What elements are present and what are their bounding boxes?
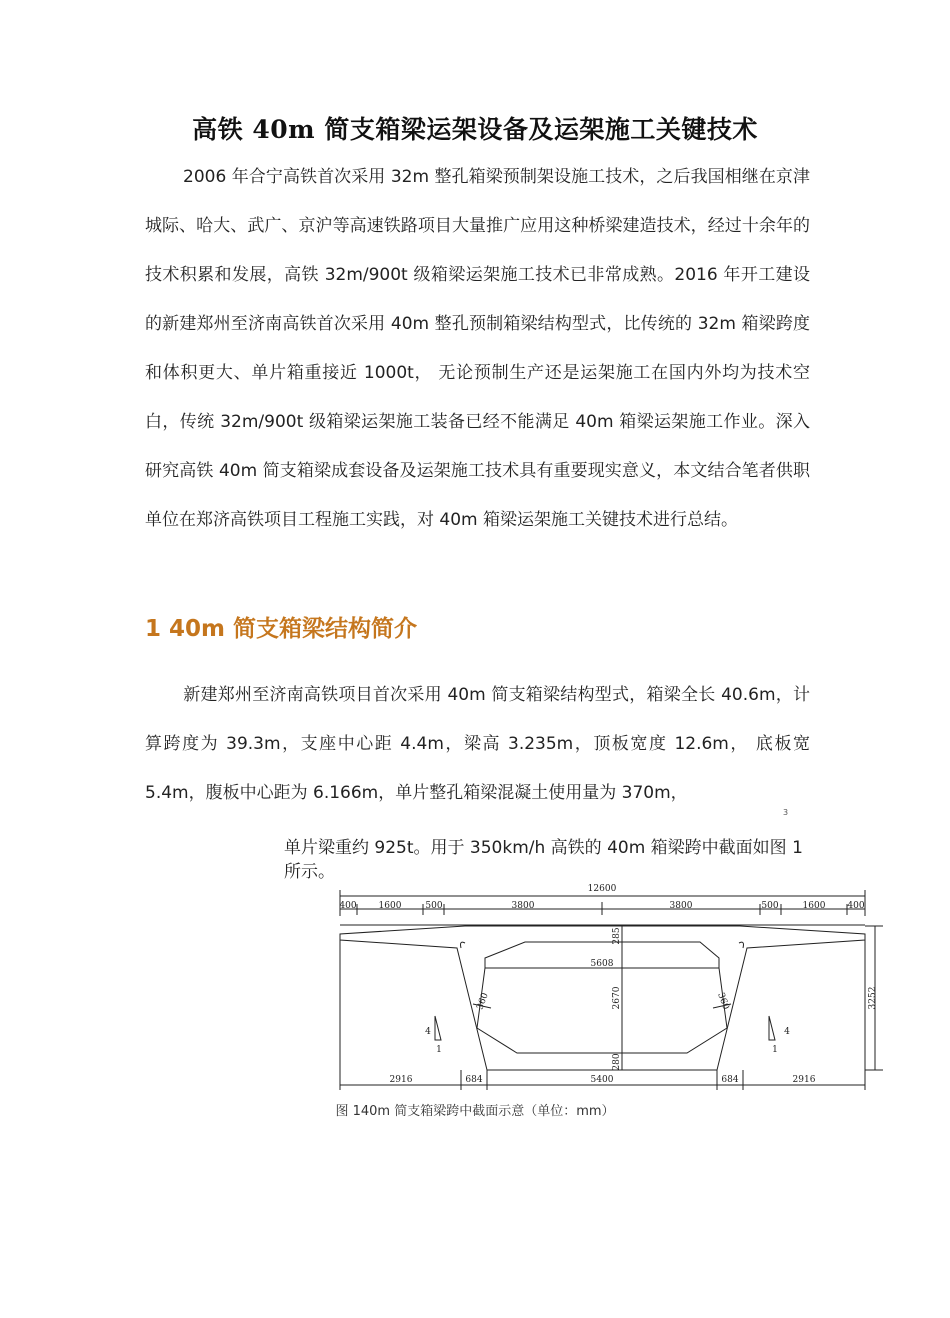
dim-top-segment: 1600	[378, 901, 402, 911]
dim-total-top: 12600	[587, 884, 617, 894]
dim-bottom-segment: 2916	[792, 1075, 816, 1085]
dim-inner-height: 2670	[612, 986, 622, 1010]
dim-total-height: 3252	[868, 986, 878, 1010]
slope-right-run: 1	[772, 1045, 778, 1055]
document-title: 高铁 40m 简支箱梁运架设备及运架施工关键技术	[192, 115, 758, 144]
section-paragraph-text: 新建郑州至济南高铁项目首次采用 40m 简支箱梁结构型式，箱梁全长 40.6m，计算跨度为 39.3m，支座中心距 4.4m，梁高 3.235m，顶板宽度 12.6m， 底板宽 5.4m，腹板中心距为 6.166m，单片整孔箱梁混凝土使用量为 370m，	[145, 685, 810, 803]
dim-top-segment: 3800	[669, 901, 693, 911]
cross-section-drawing	[335, 878, 883, 1100]
dim-top-segment: 400	[847, 901, 865, 911]
right-slope-triangle	[769, 1016, 775, 1040]
dim-bottom-segment: 684	[721, 1075, 739, 1085]
left-web-fillet	[461, 942, 466, 948]
slope-left-rise: 4	[425, 1027, 431, 1037]
cross-section-figure	[335, 878, 883, 1100]
section-heading: 1 40m 简支箱梁结构简介	[145, 616, 417, 642]
dim-web-right: 360	[715, 991, 731, 1012]
continued-paragraph: 单片梁重约 925t。用于 350km/h 高铁的 40m 箱梁跨中截面如图 1 所示。	[284, 838, 803, 882]
dim-bottom-segment: 684	[465, 1075, 483, 1085]
dim-top-segment: 500	[425, 901, 443, 911]
section-paragraph	[145, 671, 810, 818]
dim-top-slab: 285	[612, 927, 622, 945]
dim-top-segment: 3800	[511, 901, 535, 911]
right-web-fillet	[739, 942, 744, 948]
figure-caption: 图 140m 简支箱梁跨中截面示意（单位：mm）	[335, 1104, 615, 1119]
dim-bottom-segment: 5400	[590, 1075, 614, 1085]
slope-left-run: 1	[436, 1045, 442, 1055]
dim-top-segment: 400	[339, 901, 357, 911]
dim-bottom-segment: 2916	[389, 1075, 413, 1085]
girder-outer-outline	[340, 926, 865, 1070]
dim-bottom-slab: 280	[612, 1053, 622, 1071]
intro-paragraph	[145, 153, 810, 545]
dim-top-segment: 500	[761, 901, 779, 911]
dim-top-segment: 1600	[802, 901, 826, 911]
superscript-marker: 3	[783, 808, 789, 817]
slope-right-rise: 4	[784, 1027, 790, 1037]
intro-paragraph-text: 2006 年合宁高铁首次采用 32m 整孔箱梁预制架设施工技术，之后我国相继在京津城际、哈大、武广、京沪等高速铁路项目大量推广应用这种桥梁建造技术，经过十余年的技术积累和发展，高铁 32m/900t 级箱梁运架施工技术已非常成熟。2016 年开工建设的新建郑州至济南高铁首次采用 40m 整孔预制箱梁结构型式，比传统的 32m 箱梁跨度和体积更大、单片箱重接近 1000t， 无论预制生产还是运架施工在国内外均为技术空白，传统 32m/900t 级箱梁运架施工装备已经不能满足 40m 箱梁运架施工作业。深入研究高铁 40m 简支箱梁成套设备及运架施工技术具有重要现实意义，本文结合笔者供职单位在郑济高铁项目工程施工实践，对 40m 箱梁运架施工关键技术进行总结。	[145, 167, 810, 530]
left-slope-triangle	[435, 1016, 441, 1040]
dim-inner-width: 5608	[590, 959, 614, 969]
dim-web-left: 360	[475, 991, 491, 1012]
